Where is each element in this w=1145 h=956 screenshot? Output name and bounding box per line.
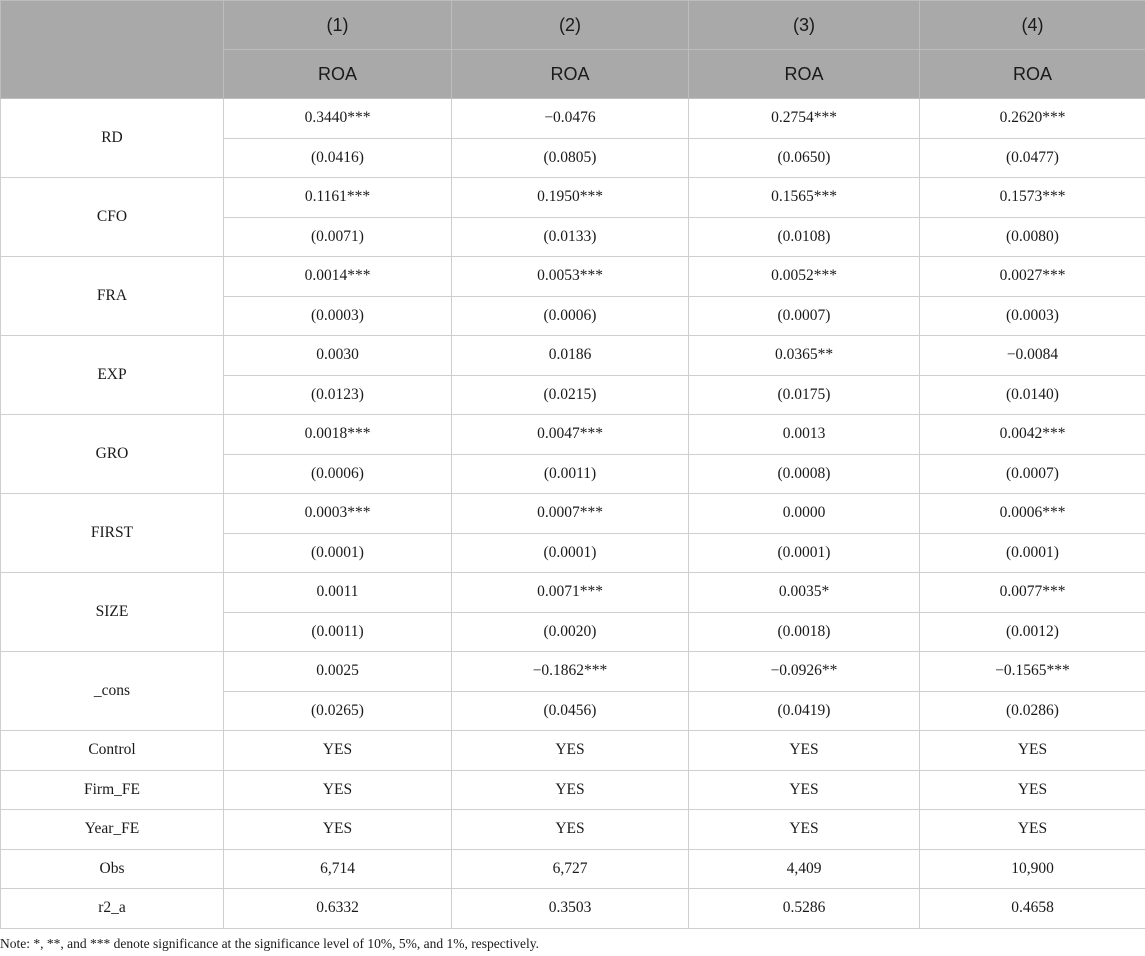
coefficient-cell: 0.0018*** bbox=[224, 415, 452, 455]
dependent-variable-4: ROA bbox=[920, 50, 1145, 99]
stat-cell: 4,409 bbox=[689, 849, 920, 889]
standard-error-cell: (0.0175) bbox=[689, 375, 920, 415]
standard-error-cell: (0.0018) bbox=[689, 612, 920, 652]
coefficient-cell: 0.1950*** bbox=[452, 178, 689, 218]
standard-error-cell: (0.0140) bbox=[920, 375, 1145, 415]
coefficient-cell: 0.0007*** bbox=[452, 494, 689, 534]
variable-name: RD bbox=[1, 99, 224, 178]
table-row-stat bbox=[1, 849, 1145, 889]
table-row-coef bbox=[1, 494, 1145, 534]
table-row-coef bbox=[1, 652, 1145, 692]
standard-error-cell: (0.0215) bbox=[452, 375, 689, 415]
table-note: Note: *, **, and *** denote significance at the significance level of 10%, 5%, and 1%, respectively. bbox=[0, 936, 539, 951]
standard-error-cell: (0.0080) bbox=[920, 217, 1145, 257]
header-row-column-numbers bbox=[1, 1, 1145, 50]
coefficient-cell: 0.0052*** bbox=[689, 257, 920, 297]
stat-cell: YES bbox=[689, 810, 920, 850]
stat-name: Firm_FE bbox=[1, 770, 224, 810]
table-row-coef bbox=[1, 573, 1145, 613]
table-body bbox=[1, 99, 1145, 929]
stat-name: Year_FE bbox=[1, 810, 224, 850]
coefficient-cell: 0.0030 bbox=[224, 336, 452, 376]
coefficient-cell: 0.0000 bbox=[689, 494, 920, 534]
header-corner-cell bbox=[1, 1, 224, 99]
table-row-coef bbox=[1, 336, 1145, 376]
table-header bbox=[1, 1, 1145, 99]
coefficient-cell: 0.1161*** bbox=[224, 178, 452, 218]
standard-error-cell: (0.0477) bbox=[920, 138, 1145, 178]
coefficient-cell: 0.2620*** bbox=[920, 99, 1145, 139]
standard-error-cell: (0.0416) bbox=[224, 138, 452, 178]
table-row-stat bbox=[1, 770, 1145, 810]
stat-cell: YES bbox=[920, 731, 1145, 771]
coefficient-cell: 0.0011 bbox=[224, 573, 452, 613]
column-number-1: (1) bbox=[224, 1, 452, 50]
standard-error-cell: (0.0020) bbox=[452, 612, 689, 652]
coefficient-cell: 0.0071*** bbox=[452, 573, 689, 613]
coefficient-cell: −0.1862*** bbox=[452, 652, 689, 692]
coefficient-cell: 0.0006*** bbox=[920, 494, 1145, 534]
dependent-variable-3: ROA bbox=[689, 50, 920, 99]
stat-cell: YES bbox=[689, 731, 920, 771]
standard-error-cell: (0.0001) bbox=[920, 533, 1145, 573]
coefficient-cell: 0.0025 bbox=[224, 652, 452, 692]
standard-error-cell: (0.0133) bbox=[452, 217, 689, 257]
table-row-coef bbox=[1, 99, 1145, 139]
standard-error-cell: (0.0123) bbox=[224, 375, 452, 415]
coefficient-cell: −0.0476 bbox=[452, 99, 689, 139]
stat-cell: 6,714 bbox=[224, 849, 452, 889]
stat-cell: YES bbox=[224, 810, 452, 850]
column-number-2: (2) bbox=[452, 1, 689, 50]
coefficient-cell: 0.1565*** bbox=[689, 178, 920, 218]
coefficient-cell: 0.0014*** bbox=[224, 257, 452, 297]
standard-error-cell: (0.0001) bbox=[452, 533, 689, 573]
standard-error-cell: (0.0071) bbox=[224, 217, 452, 257]
dependent-variable-2: ROA bbox=[452, 50, 689, 99]
variable-name: FRA bbox=[1, 257, 224, 336]
variable-name: SIZE bbox=[1, 573, 224, 652]
standard-error-cell: (0.0805) bbox=[452, 138, 689, 178]
stat-cell: YES bbox=[452, 810, 689, 850]
variable-name: CFO bbox=[1, 178, 224, 257]
coefficient-cell: 0.2754*** bbox=[689, 99, 920, 139]
standard-error-cell: (0.0007) bbox=[689, 296, 920, 336]
stat-cell: YES bbox=[920, 810, 1145, 850]
coefficient-cell: 0.0042*** bbox=[920, 415, 1145, 455]
standard-error-cell: (0.0286) bbox=[920, 691, 1145, 731]
column-number-4: (4) bbox=[920, 1, 1145, 50]
standard-error-cell: (0.0419) bbox=[689, 691, 920, 731]
stat-cell: YES bbox=[452, 770, 689, 810]
coefficient-cell: 0.0013 bbox=[689, 415, 920, 455]
standard-error-cell: (0.0008) bbox=[689, 454, 920, 494]
coefficient-cell: −0.0084 bbox=[920, 336, 1145, 376]
standard-error-cell: (0.0006) bbox=[224, 454, 452, 494]
standard-error-cell: (0.0012) bbox=[920, 612, 1145, 652]
standard-error-cell: (0.0011) bbox=[224, 612, 452, 652]
table-row-stat bbox=[1, 810, 1145, 850]
table-row-stat bbox=[1, 731, 1145, 771]
standard-error-cell: (0.0003) bbox=[920, 296, 1145, 336]
stat-cell: YES bbox=[224, 731, 452, 771]
column-number-3: (3) bbox=[689, 1, 920, 50]
standard-error-cell: (0.0456) bbox=[452, 691, 689, 731]
standard-error-cell: (0.0108) bbox=[689, 217, 920, 257]
standard-error-cell: (0.0650) bbox=[689, 138, 920, 178]
coefficient-cell: 0.0186 bbox=[452, 336, 689, 376]
coefficient-cell: 0.1573*** bbox=[920, 178, 1145, 218]
coefficient-cell: 0.0077*** bbox=[920, 573, 1145, 613]
dependent-variable-1: ROA bbox=[224, 50, 452, 99]
stat-cell: YES bbox=[224, 770, 452, 810]
coefficient-cell: 0.0027*** bbox=[920, 257, 1145, 297]
variable-name: GRO bbox=[1, 415, 224, 494]
standard-error-cell: (0.0006) bbox=[452, 296, 689, 336]
stat-cell: 0.6332 bbox=[224, 889, 452, 929]
coefficient-cell: 0.0053*** bbox=[452, 257, 689, 297]
standard-error-cell: (0.0003) bbox=[224, 296, 452, 336]
stat-cell: 0.3503 bbox=[452, 889, 689, 929]
table-row-stat bbox=[1, 889, 1145, 929]
stat-cell: YES bbox=[452, 731, 689, 771]
standard-error-cell: (0.0011) bbox=[452, 454, 689, 494]
coefficient-cell: 0.0003*** bbox=[224, 494, 452, 534]
table-row-coef bbox=[1, 415, 1145, 455]
standard-error-cell: (0.0001) bbox=[689, 533, 920, 573]
coefficient-cell: 0.0047*** bbox=[452, 415, 689, 455]
stat-name: r2_a bbox=[1, 889, 224, 929]
standard-error-cell: (0.0007) bbox=[920, 454, 1145, 494]
stat-cell: YES bbox=[689, 770, 920, 810]
table-row-coef bbox=[1, 257, 1145, 297]
coefficient-cell: −0.0926** bbox=[689, 652, 920, 692]
stat-cell: 6,727 bbox=[452, 849, 689, 889]
coefficient-cell: 0.0035* bbox=[689, 573, 920, 613]
table-row-coef bbox=[1, 178, 1145, 218]
stat-name: Control bbox=[1, 731, 224, 771]
coefficient-cell: −0.1565*** bbox=[920, 652, 1145, 692]
stat-cell: 0.4658 bbox=[920, 889, 1145, 929]
variable-name: FIRST bbox=[1, 494, 224, 573]
coefficient-cell: 0.3440*** bbox=[224, 99, 452, 139]
stat-cell: 0.5286 bbox=[689, 889, 920, 929]
variable-name: EXP bbox=[1, 336, 224, 415]
standard-error-cell: (0.0265) bbox=[224, 691, 452, 731]
stat-cell: 10,900 bbox=[920, 849, 1145, 889]
standard-error-cell: (0.0001) bbox=[224, 533, 452, 573]
coefficient-cell: 0.0365** bbox=[689, 336, 920, 376]
variable-name: _cons bbox=[1, 652, 224, 731]
stat-cell: YES bbox=[920, 770, 1145, 810]
stat-name: Obs bbox=[1, 849, 224, 889]
